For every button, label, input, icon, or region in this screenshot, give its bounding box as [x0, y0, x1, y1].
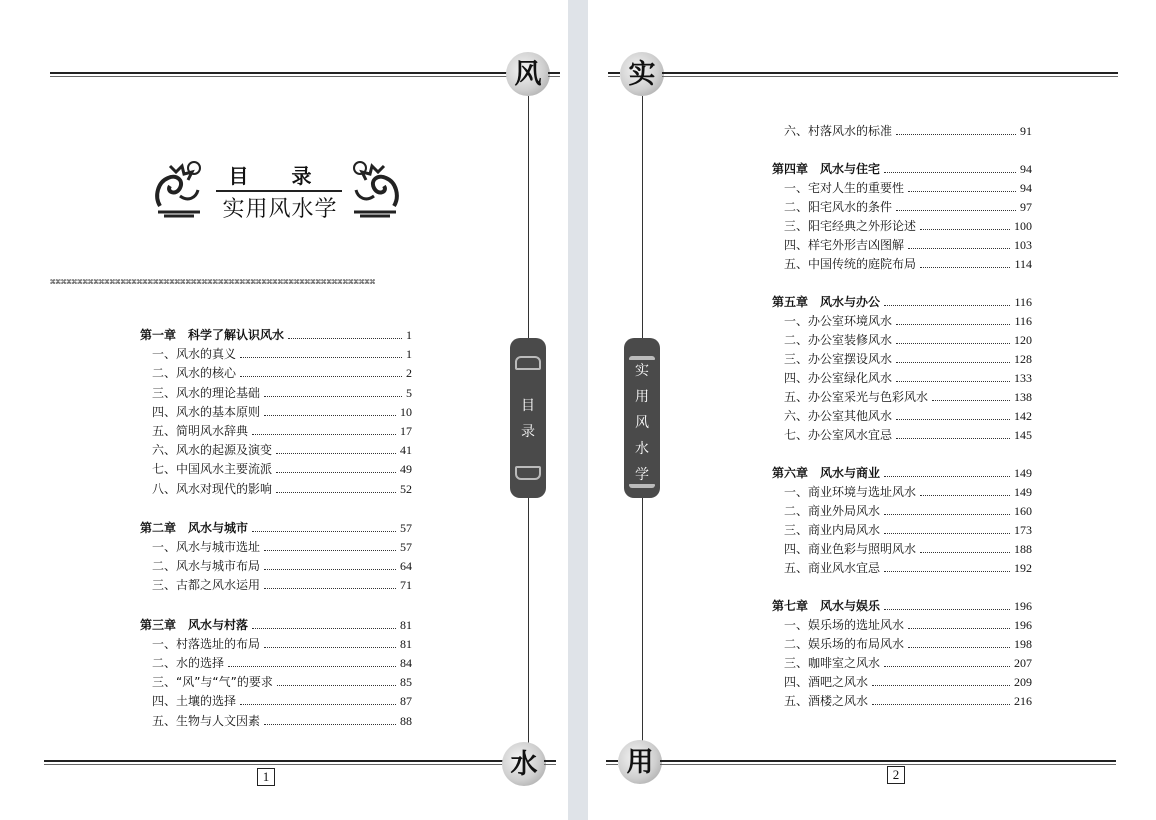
toc-heading: 目 录	[228, 164, 330, 188]
toc-entry-page: 145	[1014, 428, 1032, 442]
toc-entry-label: 七、中国风水主要流派	[152, 462, 273, 477]
leader-dots	[884, 514, 1010, 515]
leader-dots	[276, 453, 396, 454]
leader-dots	[264, 569, 396, 570]
leader-dots	[896, 381, 1010, 382]
leader-dots	[908, 248, 1010, 249]
toc-entry-page: 138	[1014, 390, 1032, 404]
toc-section-entry	[784, 692, 1032, 709]
leader-dots	[896, 343, 1010, 344]
toc-entry-page: 1	[406, 328, 412, 342]
toc-entry-label: 第一章 科学了解认识风水	[140, 328, 285, 342]
leader-dots	[264, 415, 396, 416]
toc-entry-page: 116	[1014, 314, 1032, 328]
toc-section-entry	[152, 422, 412, 439]
banner-char: 水	[635, 441, 649, 457]
toc-section-entry	[152, 345, 412, 362]
leader-dots	[240, 357, 402, 358]
banner-char: 实	[635, 363, 649, 379]
toc-entry-label: 三、古都之风水运用	[152, 578, 261, 593]
toc-entry-page: 1	[406, 347, 412, 362]
leader-dots	[908, 628, 1010, 629]
toc-entry-label: 三、商业内局风水	[784, 523, 881, 537]
leader-dots	[240, 376, 402, 377]
toc-entry-page: 71	[400, 578, 412, 593]
toc-entry-page: 173	[1014, 523, 1032, 537]
banner-char: 目	[521, 398, 535, 414]
footer-rule-end	[544, 760, 556, 762]
toc-entry-label: 四、商业色彩与照明风水	[784, 542, 917, 556]
banner-bottom-ornament	[629, 484, 655, 488]
toc-entry-label: 四、风水的基本原则	[152, 404, 261, 419]
right-page	[588, 0, 1156, 820]
banner-char: 录	[521, 424, 535, 440]
leader-dots	[884, 476, 1010, 477]
toc-entry-page: 198	[1014, 637, 1032, 651]
leader-dots	[884, 172, 1016, 173]
toc-entry-page: 87	[400, 694, 412, 709]
toc-entry-page: 81	[400, 636, 412, 651]
toc-entry-label: 六、村落风水的标准	[784, 124, 893, 138]
toc-entry-label: 一、风水与城市选址	[152, 540, 261, 554]
header-rule-start	[608, 72, 620, 74]
toc-entry-label: 二、阳宅风水的条件	[784, 200, 893, 214]
toc-entry-page: 160	[1014, 504, 1032, 518]
toc-entry-label: 第二章 风水与城市	[140, 520, 249, 535]
toc-entry-page: 192	[1014, 561, 1032, 575]
toc-chapter-entry	[772, 464, 1032, 481]
toc-section-entry	[784, 198, 1032, 215]
toc-entry-label: 五、商业风水宜忌	[784, 561, 881, 575]
toc-entry-label: 第三章 风水与村落	[140, 617, 249, 632]
toc-entry-label: 三、阳宅经典之外形论述	[784, 219, 917, 233]
toc-section-entry	[784, 426, 1032, 443]
toc-section-entry	[784, 616, 1032, 633]
toc-section-entry	[152, 403, 412, 420]
toc-entry-page: 188	[1014, 542, 1032, 556]
leader-dots	[932, 400, 1010, 401]
leader-dots	[264, 588, 396, 589]
toc-entry-page: 17	[400, 424, 412, 438]
leader-dots	[264, 647, 396, 648]
toc-entry-label: 六、风水的起源及演变	[152, 443, 273, 458]
leader-dots	[896, 210, 1016, 211]
leader-dots	[896, 324, 1010, 325]
leader-dots	[896, 134, 1016, 135]
toc-entry-label: 一、娱乐场的选址风水	[784, 618, 905, 632]
leader-dots	[896, 362, 1010, 363]
toc-entry-label: 第七章 风水与娱乐	[772, 599, 881, 613]
section-banner	[624, 338, 660, 498]
toc-entry-label: 二、风水的核心	[152, 366, 237, 381]
toc-entry-label: 一、商业环境与选址风水	[784, 485, 917, 499]
toc-section-entry	[784, 654, 1032, 671]
footer-rule	[44, 760, 504, 762]
toc-section-entry	[152, 480, 412, 497]
leader-dots	[264, 396, 402, 397]
toc-entry-page: 57	[400, 540, 412, 554]
leader-dots	[920, 267, 1010, 268]
footer-rule	[660, 760, 1116, 762]
toc-entry-page: 128	[1014, 352, 1032, 366]
toc-entry-page: 91	[1020, 124, 1032, 138]
toc-section-entry	[784, 369, 1032, 386]
toc-entry-page: 116	[1014, 295, 1032, 309]
banner-char: 学	[635, 467, 649, 483]
toc-section-entry	[784, 540, 1032, 557]
footer-seal: 水	[502, 742, 546, 786]
header-rule	[662, 72, 1118, 74]
leader-dots	[884, 533, 1010, 534]
toc-section-entry	[784, 217, 1032, 234]
toc-entry-label: 六、办公室其他风水	[784, 409, 893, 423]
toc-entry-label: 第六章 风水与商业	[772, 466, 881, 480]
toc-section-entry	[784, 673, 1032, 690]
toc-entry-label: 三、“风”与“气”的要求	[152, 675, 273, 690]
leader-dots	[896, 419, 1010, 420]
book-title: 实用风水学	[222, 197, 338, 222]
toc-entry-label: 一、风水的真义	[152, 347, 237, 362]
toc-section-entry	[784, 635, 1032, 652]
toc-entry-page: 94	[1020, 181, 1032, 195]
toc-chapter-entry	[140, 519, 412, 536]
toc-entry-page: 88	[400, 713, 412, 728]
toc-section-entry	[784, 331, 1032, 348]
leader-dots	[277, 685, 396, 686]
leader-dots	[908, 191, 1016, 192]
leader-dots	[920, 495, 1010, 496]
leader-dots	[252, 628, 396, 629]
toc-entry-page: 52	[400, 481, 412, 496]
toc-entry-label: 三、咖啡室之风水	[784, 656, 881, 670]
banner-char: 风	[635, 415, 649, 431]
toc-entry-page: 57	[400, 520, 412, 535]
toc-entry-label: 第五章 风水与办公	[772, 295, 881, 309]
leader-dots	[264, 550, 396, 551]
toc-section-entry	[152, 460, 412, 477]
toc-entry-page: 81	[400, 617, 412, 632]
dragon-ornament-icon	[150, 156, 208, 218]
leader-dots	[872, 685, 1010, 686]
leader-dots	[276, 472, 396, 473]
header-rule-end	[548, 72, 560, 74]
dragon-ornament-icon	[346, 156, 404, 218]
leader-dots	[276, 492, 396, 493]
toc-entry-label: 四、土壤的选择	[152, 694, 237, 709]
banner-char: 用	[635, 389, 649, 405]
toc-chapter-entry	[772, 597, 1032, 614]
toc-entry-label: 二、娱乐场的布局风水	[784, 637, 905, 651]
toc-entry-label: 一、宅对人生的重要性	[784, 181, 905, 195]
toc-section-entry	[152, 673, 412, 690]
page-number: 1	[257, 768, 275, 786]
toc-entry-label: 五、办公室采光与色彩风水	[784, 390, 929, 404]
toc-section-entry	[784, 502, 1032, 519]
banner-text	[521, 395, 535, 441]
toc-section-entry	[784, 122, 1032, 139]
toc-entry-page: 207	[1014, 656, 1032, 670]
toc-entry-page: 103	[1014, 238, 1032, 252]
toc-entry-label: 第四章 风水与住宅	[772, 162, 881, 176]
leader-dots	[884, 571, 1010, 572]
toc-section-entry	[152, 384, 412, 401]
leader-dots	[240, 704, 396, 705]
toc-entry-page: 209	[1014, 675, 1032, 689]
toc-section-entry	[784, 179, 1032, 196]
toc-entry-label: 一、村落选址的布局	[152, 636, 261, 651]
toc-entry-label: 五、简明风水辞典	[152, 424, 249, 438]
toc-section-entry	[784, 312, 1032, 329]
page-number: 2	[887, 766, 905, 784]
toc-entry-label: 五、生物与人文因素	[152, 713, 261, 728]
leader-dots	[264, 724, 396, 725]
toc-section-entry	[152, 441, 412, 458]
header-seal: 实	[620, 52, 664, 96]
banner-bottom-ornament	[515, 466, 541, 480]
toc-entry-page: 133	[1014, 371, 1032, 385]
toc-entry-page: 149	[1014, 466, 1032, 480]
toc-entry-page: 149	[1014, 485, 1032, 499]
section-banner	[510, 338, 546, 498]
toc-entry-page: 5	[406, 385, 412, 400]
toc-title-block	[150, 152, 410, 222]
toc-entry-page: 10	[400, 404, 412, 419]
toc-section-entry	[784, 483, 1032, 500]
left-page	[0, 0, 568, 820]
leader-dots	[920, 552, 1010, 553]
footer-rule-start	[606, 760, 618, 762]
toc-entry-label: 四、样宅外形吉凶图解	[784, 238, 905, 252]
toc-entry-page: 85	[400, 675, 412, 690]
leader-dots	[228, 666, 396, 667]
toc-section-entry	[152, 538, 412, 555]
toc-entry-label: 四、办公室绿化风水	[784, 371, 893, 385]
toc-section-entry	[152, 364, 412, 381]
leader-dots	[884, 666, 1010, 667]
toc-section-entry	[784, 407, 1032, 424]
toc-entry-label: 三、风水的理论基础	[152, 385, 261, 400]
toc-entry-page: 2	[406, 366, 412, 381]
toc-section-entry	[152, 557, 412, 574]
toc-section-entry	[784, 559, 1032, 576]
toc-entry-page: 196	[1014, 599, 1032, 613]
toc-entry-page: 196	[1014, 618, 1032, 632]
toc-section-entry	[784, 521, 1032, 538]
toc-section-entry	[152, 654, 412, 671]
leader-dots	[884, 305, 1010, 306]
toc-entry-label: 二、水的选择	[152, 656, 225, 670]
toc-entry-label: 二、商业外局风水	[784, 504, 881, 518]
leader-dots	[252, 434, 396, 435]
header-seal: 风	[506, 52, 550, 96]
toc-entry-page: 142	[1014, 409, 1032, 423]
toc-section-entry	[784, 388, 1032, 405]
toc-entry-label: 八、风水对现代的影响	[152, 481, 273, 496]
toc-chapter-entry	[140, 616, 412, 633]
toc-entry-label: 四、酒吧之风水	[784, 675, 869, 689]
ornamental-divider: ⌘⌘⌘⌘⌘⌘⌘⌘⌘⌘⌘⌘⌘⌘⌘⌘⌘⌘⌘⌘⌘⌘⌘⌘⌘⌘⌘⌘⌘⌘⌘⌘⌘⌘⌘⌘⌘⌘⌘⌘⌘⌘⌘⌘⌘⌘⌘⌘⌘⌘⌘⌘⌘⌘⌘⌘⌘⌘⌘⌘	[50, 278, 376, 288]
leader-dots	[252, 531, 396, 532]
toc-entry-label: 一、办公室环境风水	[784, 314, 893, 328]
toc-entry-label: 三、办公室摆设风水	[784, 352, 893, 366]
toc-entry-page: 49	[400, 462, 412, 477]
toc-entry-page: 94	[1020, 162, 1032, 176]
toc-section-entry	[784, 255, 1032, 272]
toc-entry-page: 97	[1020, 200, 1032, 214]
toc-entry-label: 二、风水与城市布局	[152, 559, 261, 574]
header-rule	[50, 72, 510, 74]
leader-dots	[288, 338, 402, 339]
toc-entry-label: 七、办公室风水宜忌	[784, 428, 893, 442]
toc-entry-page: 41	[400, 443, 412, 458]
toc-entry-label: 五、酒楼之风水	[784, 694, 869, 708]
toc-entry-page: 216	[1014, 694, 1032, 708]
toc-entry-label: 五、中国传统的庭院布局	[784, 257, 917, 271]
toc-section-entry	[784, 350, 1032, 367]
footer-seal: 用	[618, 740, 662, 784]
leader-dots	[896, 438, 1010, 439]
toc-section-entry	[152, 692, 412, 709]
toc-chapter-entry	[772, 293, 1032, 310]
leader-dots	[884, 609, 1010, 610]
banner-top-ornament	[515, 356, 541, 370]
banner-text	[635, 360, 649, 484]
leader-dots	[908, 647, 1010, 648]
toc-section-entry	[152, 712, 412, 729]
toc-entry-page: 114	[1014, 257, 1032, 271]
toc-entry-label: 二、办公室装修风水	[784, 333, 893, 347]
toc-entry-page: 100	[1014, 219, 1032, 233]
toc-section-entry	[152, 576, 412, 593]
leader-dots	[872, 704, 1010, 705]
toc-chapter-entry	[140, 326, 412, 343]
toc-entry-page: 120	[1014, 333, 1032, 347]
leader-dots	[920, 229, 1010, 230]
toc-section-entry	[784, 236, 1032, 253]
toc-chapter-entry	[772, 160, 1032, 177]
toc-entry-page: 64	[400, 559, 412, 574]
toc-section-entry	[152, 635, 412, 652]
toc-entry-page: 84	[400, 656, 412, 670]
